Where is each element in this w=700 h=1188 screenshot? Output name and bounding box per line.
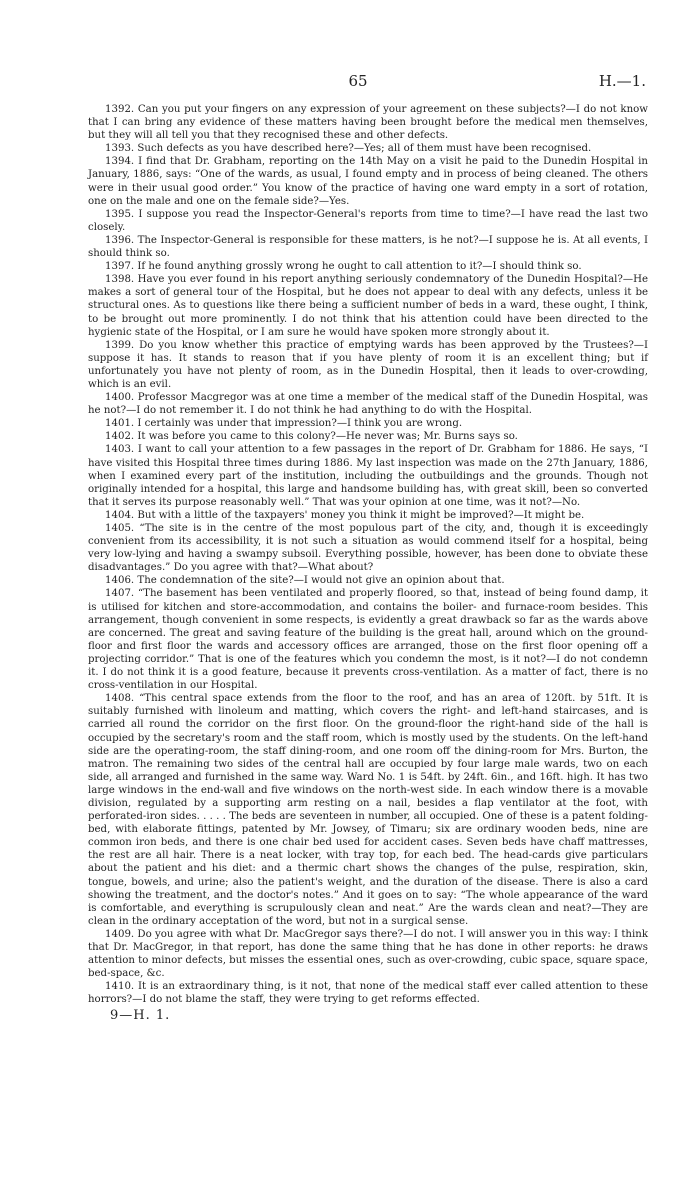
- paragraph-1404: 1404. But with a little of the taxpayers' money you think it might be improved?—It might be.: [105, 509, 585, 521]
- paragraph-1398: 1398. Have you ever found in his report anything seriously condemnatory of the Dunedin Hospital?—He makes a sort of general tour of the Hospital, but he does not appear to deal with any defects, unless it be structural ones. As to questions like there being a sufficient number of beds in a ward, these ought, I think, to be brought out more prominently. I do not think that his attention could have been directed to the hygienic state of the Hospital, or I am sure he would have spoken more strongly about it.: [88, 274, 648, 338]
- paragraph-1394: 1394. I find that Dr. Grabham, reporting on the 14th May on a visit he paid to the Dunedin Hospital in January, 1886, says: “One of the wards, as usual, I found empty and in process of being cleaned. The others were in their usual good order.” You know of the practice of having one ward empty in a sort of rotation, one on the male and one on the female side?—Yes.: [88, 156, 648, 207]
- document-reference: H.—1.: [598, 72, 646, 90]
- paragraph-1408: 1408. “This central space extends from the floor to the roof, and has an area of 120ft. by 51ft. It is suitably furnished with linoleum and matting, which covers the right- and left-hand staircases, and is carried all round the corridor on the first floor. On the ground-floor the right-hand side of the hall is occupied by the secretary's room and the staff room, which is mostly used by the students. On the left-hand side are the operating-room, the staff dining-room, and one room off the dining-room for Mrs. Burton, the matron. The remaining two sides of the central hall are occupied by four large male wards, two on each side, all arranged and furnished in the same way. Ward No. 1 is 54ft. by 24ft. 6in., and 16ft. high. It has two large windows in the end-wall and five windows on the north-west side. In each window there is a movable division, regulated by a supporting arm resting on a nail, besides a flap ventilator at the foot, with perforated-iron sides. . . . . The beds are seventeen in number, all occupied. One of these is a patent folding-bed, with elaborate fittings, patented by Mr. Jowsey, of Timaru; six are ordinary wooden beds, nine are common iron beds, and there is one chair bed used for accident cases. Seven beds have chaff mattresses, the rest are all hair. There is a neat locker, with tray top, for each bed. The head-cards give particulars about the patient and his diet: and a thermic chart shows the changes of the pulse, respiration, skin, tongue, bowels, and urine; also the patient's weight, and the duration of the disease. There is also a card showing the treatment, and the doctor's notes.” And it goes on to say: “The whole appearance of the ward is comfortable, and everything is scrupulously clean and neat.” Are the wards clean and neat?—They are clean in the ordinary acceptation of the word, but not in a surgical sense.: [88, 693, 648, 927]
- page-header: [88, 72, 646, 94]
- signature-mark: 9—H. 1.: [110, 1008, 171, 1023]
- paragraph-1397: 1397. If he found anything grossly wrong he ought to call attention to it?—I should think so.: [105, 261, 582, 273]
- paragraph-1409: 1409. Do you agree with what Dr. MacGregor says there?—I do not. I will answer you in this way: I think that Dr. MacGregor, in that report, has done the same thing that he has done in other reports: he draws attention to minor defects, but misses the essential ones, such as over-crowding, cubic space, square space, bed-space, &c.: [88, 928, 648, 980]
- paragraph-1402: 1402. It was before you came to this colony?—He never was; Mr. Burns says so.: [105, 431, 518, 443]
- paragraph-1406: 1406. The condemnation of the site?—I would not give an opinion about that.: [105, 575, 505, 587]
- paragraph-1407: 1407. “The basement has been ventilated and properly floored, so that, instead of being found damp, it is utilised for kitchen and store-accommodation, and contains the boiler- and furnace-room besides. This arrangement, though convenient in some respects, is evidently a great drawback so far as the wards above are concerned. The great and saving feature of the building is the great hall, around which on the ground-floor and first floor the wards and accessory offices are arranged, those on the first floor opening off a projecting corridor.” That is one of the features which you condemn the most, is it not?—I do not condemn it. I do not think it is a good feature, because it prevents cross-ventilation. As a matter of fact, there is no cross-ventilation in our Hospital.: [88, 588, 648, 692]
- paragraph-1399: 1399. Do you know whether this practice of emptying wards has been approved by the Trustees?—I suppose it has. It stands to reason that if you have plenty of room it is an excellent thing; but if unfortunately you have not plenty of room, as in the Dunedin Hospital, then it leads to over-crowding, which is an evil.: [88, 339, 648, 390]
- page-number: 65: [348, 72, 368, 90]
- paragraph-1401: 1401. I certainly was under that impression?—I think you are wrong.: [105, 418, 463, 430]
- paragraph-1396: 1396. The Inspector-General is responsible for these matters, is he not?—I suppose he is. At all events, I should think so.: [88, 234, 648, 260]
- testimony-body: [88, 103, 648, 1006]
- paragraph-1403: 1403. I want to call your attention to a few passages in the report of Dr. Grabham for 1886. He says, “I have visited this Hospital three times during 1886. My last inspection was made on the 27th January, 1886, when I examined every part of the institution, including the outbuildings and the grounds. Though not originally intended for a hospital, this large and handsome building has, with great skill, been so converted that it serves its purpose reasonably well.” That was your opinion at one time, was it not?—No.: [88, 444, 648, 508]
- paragraph-1395: 1395. I suppose you read the Inspector-General's reports from time to time?—I have read the last two closely.: [88, 208, 648, 233]
- paragraph-1400: 1400. Professor Macgregor was at one time a member of the medical staff of the Dunedin Hospital, was he not?—I do not remember it. I do not think he had anything to do with the Hospital.: [88, 392, 648, 417]
- paragraph-1405: 1405. “The site is in the centre of the most populous part of the city, and, though it is exceedingly convenient from its accessibility, it is not such a situation as would commend itself for a hospital, being very low-lying and having a swampy subsoil. Everything possible, however, has been done to obviate these disadvantages.” Do you agree with that?—What about?: [88, 523, 648, 574]
- paragraph-1410: 1410. It is an extraordinary thing, is it not, that none of the medical staff ever called attention to these horrors?—I do not blame the staff, they were trying to get reforms effected.: [88, 981, 648, 1006]
- paragraph-1392: 1392. Can you put your fingers on any expression of your agreement on these subjects?—I do not know that I can bring any evidence of these matters having been brought before the medical men themselves, but they will all tell you that they recognised these and other defects.: [88, 104, 648, 142]
- paragraph-1393: 1393. Such defects as you have described here?—Yes; all of them must have been recognised.: [105, 143, 592, 155]
